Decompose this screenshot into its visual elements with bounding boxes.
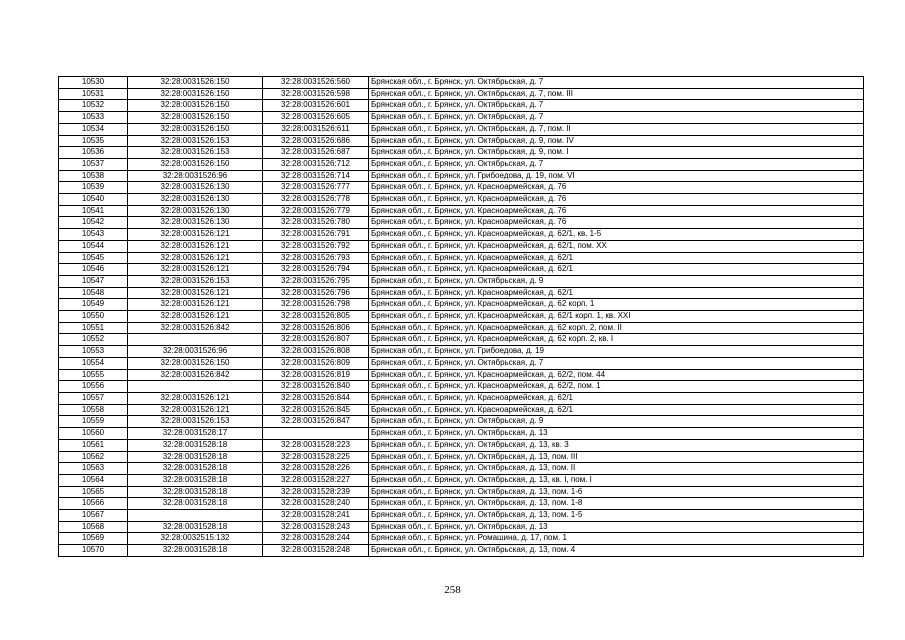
table-row [59,299,864,311]
table-row [59,205,864,217]
parent-cadastral-number-cell: 32:28:0031526:153 [128,147,263,159]
address-cell: Брянская обл., г. Брянск, ул. Октябрьская, д. 7, пом. III [369,88,864,100]
parent-cadastral-number-cell: 32:28:0031526:842 [128,322,263,334]
row-number-cell: 10552 [59,334,128,346]
cadastral-number-cell: 32:28:0031526:840 [263,381,369,393]
address-cell: Брянская обл., г. Брянск, ул. Октябрьская, д. 7 [369,357,864,369]
row-number-cell: 10568 [59,521,128,533]
row-number-cell: 10539 [59,182,128,194]
row-number-cell: 10532 [59,100,128,112]
row-number-cell: 10548 [59,287,128,299]
table-row [59,451,864,463]
table-row [59,287,864,299]
cadastral-number-cell: 32:28:0031526:807 [263,334,369,346]
row-number-cell: 10535 [59,135,128,147]
row-number-cell: 10563 [59,463,128,475]
cadastral-number-cell: 32:28:0031526:793 [263,252,369,264]
address-cell: Брянская обл., г. Брянск, ул. Октябрьская, д. 9 [369,275,864,287]
table-row [59,170,864,182]
address-cell: Брянская обл., г. Брянск, ул. Октябрьская, д. 9, пом. I [369,147,864,159]
parent-cadastral-number-cell: 32:28:0031526:96 [128,170,263,182]
cadastral-number-cell: 32:28:0031528:241 [263,510,369,522]
parent-cadastral-number-cell: 32:28:0031526:130 [128,217,263,229]
row-number-cell: 10561 [59,439,128,451]
row-number-cell: 10547 [59,275,128,287]
parent-cadastral-number-cell: 32:28:0031526:153 [128,275,263,287]
registry-table [58,76,864,557]
row-number-cell: 10531 [59,88,128,100]
cadastral-number-cell: 32:28:0031526:796 [263,287,369,299]
row-number-cell: 10551 [59,322,128,334]
address-cell: Брянская обл., г. Брянск, ул. Октябрьская, д. 13, пом. 4 [369,545,864,557]
table-row [59,521,864,533]
cadastral-number-cell: 32:28:0031526:844 [263,392,369,404]
table-row [59,112,864,124]
table-row [59,264,864,276]
cadastral-number-cell: 32:28:0031526:795 [263,275,369,287]
parent-cadastral-number-cell: 32:28:0031528:18 [128,439,263,451]
address-cell: Брянская обл., г. Брянск, ул. Красноармейская, д. 62/1, пом. XX [369,240,864,252]
table-row [59,229,864,241]
row-number-cell: 10534 [59,123,128,135]
address-cell: Брянская обл., г. Брянск, ул. Октябрьская, д. 7 [369,158,864,170]
parent-cadastral-number-cell [128,381,263,393]
table-row [59,474,864,486]
table-row [59,416,864,428]
table-row [59,100,864,112]
cadastral-number-cell: 32:28:0031528:225 [263,451,369,463]
table-row [59,334,864,346]
address-cell: Брянская обл., г. Брянск, ул. Октябрьская, д. 13, пом. II [369,463,864,475]
parent-cadastral-number-cell: 32:28:0031526:121 [128,252,263,264]
table-row [59,217,864,229]
table-row [59,428,864,440]
cadastral-number-cell: 32:28:0031526:687 [263,147,369,159]
cadastral-number-cell: 32:28:0031528:226 [263,463,369,475]
address-cell: Брянская обл., г. Брянск, ул. Красноармейская, д. 76 [369,182,864,194]
row-number-cell: 10544 [59,240,128,252]
table-row [59,533,864,545]
parent-cadastral-number-cell: 32:28:0031526:150 [128,88,263,100]
table-row [59,439,864,451]
cadastral-number-cell: 32:28:0031526:686 [263,135,369,147]
cadastral-number-cell [263,428,369,440]
row-number-cell: 10562 [59,451,128,463]
address-cell: Брянская обл., г. Брянск, ул. Октябрьская, д. 13, кв. I, пом. I [369,474,864,486]
address-cell: Брянская обл., г. Брянск, ул. Красноармейская, д. 62/1 [369,392,864,404]
parent-cadastral-number-cell: 32:28:0031526:121 [128,240,263,252]
cadastral-number-cell: 32:28:0031528:239 [263,486,369,498]
cadastral-number-cell: 32:28:0031526:780 [263,217,369,229]
parent-cadastral-number-cell: 32:28:0031528:18 [128,474,263,486]
cadastral-number-cell: 32:28:0031528:244 [263,533,369,545]
table-row [59,240,864,252]
cadastral-number-cell: 32:28:0031526:845 [263,404,369,416]
address-cell: Брянская обл., г. Брянск, ул. Октябрьская, д. 7, пом. II [369,123,864,135]
page-number: 258 [444,584,461,596]
address-cell: Брянская обл., г. Брянск, ул. Октябрьская, д. 7 [369,100,864,112]
row-number-cell: 10549 [59,299,128,311]
address-cell: Брянская обл., г. Брянск, ул. Октябрьская, д. 13, пом. III [369,451,864,463]
table-row [59,392,864,404]
address-cell: Брянская обл., г. Брянск, ул. Октябрьская, д. 13, пом. 1-8 [369,498,864,510]
parent-cadastral-number-cell: 32:28:0031528:17 [128,428,263,440]
address-cell: Брянская обл., г. Брянск, ул. Красноармейская, д. 76 [369,217,864,229]
cadastral-number-cell: 32:28:0031526:806 [263,322,369,334]
table-row [59,322,864,334]
cadastral-number-cell: 32:28:0031526:598 [263,88,369,100]
table-row [59,135,864,147]
address-cell: Брянская обл., г. Брянск, ул. Октябрьская, д. 13, пом. 1-5 [369,510,864,522]
parent-cadastral-number-cell [128,510,263,522]
parent-cadastral-number-cell: 32:28:0031526:121 [128,287,263,299]
table-row [59,404,864,416]
table-row [59,486,864,498]
address-cell: Брянская обл., г. Брянск, ул. Ромашина, д. 17, пом. 1 [369,533,864,545]
row-number-cell: 10550 [59,311,128,323]
cadastral-number-cell: 32:28:0031528:248 [263,545,369,557]
row-number-cell: 10556 [59,381,128,393]
row-number-cell: 10541 [59,205,128,217]
row-number-cell: 10537 [59,158,128,170]
address-cell: Брянская обл., г. Брянск, ул. Октябрьская, д. 9 [369,416,864,428]
parent-cadastral-number-cell: 32:28:0031528:18 [128,545,263,557]
parent-cadastral-number-cell [128,334,263,346]
cadastral-number-cell: 32:28:0031526:560 [263,77,369,89]
table-row [59,88,864,100]
cadastral-number-cell: 32:28:0031528:223 [263,439,369,451]
parent-cadastral-number-cell: 32:28:0031526:121 [128,404,263,416]
address-cell: Брянская обл., г. Брянск, ул. Красноармейская, д. 62/2, пом. 44 [369,369,864,381]
address-cell: Брянская обл., г. Брянск, ул. Красноармейская, д. 76 [369,194,864,206]
parent-cadastral-number-cell: 32:28:0031526:130 [128,205,263,217]
parent-cadastral-number-cell: 32:28:0031526:150 [128,112,263,124]
cadastral-number-cell: 32:28:0031526:847 [263,416,369,428]
row-number-cell: 10540 [59,194,128,206]
row-number-cell: 10530 [59,77,128,89]
parent-cadastral-number-cell: 32:28:0031528:18 [128,498,263,510]
address-cell: Брянская обл., г. Брянск, ул. Октябрьская, д. 13 [369,521,864,533]
row-number-cell: 10542 [59,217,128,229]
cadastral-number-cell: 32:28:0031526:714 [263,170,369,182]
cadastral-number-cell: 32:28:0031526:798 [263,299,369,311]
row-number-cell: 10567 [59,510,128,522]
table-row [59,123,864,135]
address-cell: Брянская обл., г. Брянск, ул. Грибоедова, д. 19, пом. VI [369,170,864,182]
parent-cadastral-number-cell: 32:28:0031526:150 [128,357,263,369]
row-number-cell: 10546 [59,264,128,276]
row-number-cell: 10536 [59,147,128,159]
row-number-cell: 10564 [59,474,128,486]
address-cell: Брянская обл., г. Брянск, ул. Красноармейская, д. 62/1 [369,404,864,416]
cadastral-number-cell: 32:28:0031526:611 [263,123,369,135]
row-number-cell: 10533 [59,112,128,124]
table-row [59,158,864,170]
row-number-cell: 10555 [59,369,128,381]
address-cell: Брянская обл., г. Брянск, ул. Октябрьская, д. 7 [369,77,864,89]
row-number-cell: 10553 [59,346,128,358]
parent-cadastral-number-cell: 32:28:0031526:150 [128,158,263,170]
parent-cadastral-number-cell: 32:28:0031526:121 [128,229,263,241]
cadastral-number-cell: 32:28:0031528:240 [263,498,369,510]
parent-cadastral-number-cell: 32:28:0031528:18 [128,451,263,463]
address-cell: Брянская обл., г. Брянск, ул. Красноармейская, д. 76 [369,205,864,217]
parent-cadastral-number-cell: 32:28:0031526:121 [128,311,263,323]
parent-cadastral-number-cell: 32:28:0031526:121 [128,264,263,276]
row-number-cell: 10565 [59,486,128,498]
parent-cadastral-number-cell: 32:28:0031526:153 [128,416,263,428]
row-number-cell: 10543 [59,229,128,241]
row-number-cell: 10559 [59,416,128,428]
address-cell: Брянская обл., г. Брянск, ул. Октябрьская, д. 13, пом. 1-6 [369,486,864,498]
parent-cadastral-number-cell: 32:28:0031526:150 [128,77,263,89]
table-row [59,510,864,522]
address-cell: Брянская обл., г. Брянск, ул. Красноармейская, д. 62/1 [369,264,864,276]
table-row [59,463,864,475]
table-row [59,545,864,557]
row-number-cell: 10545 [59,252,128,264]
cadastral-number-cell: 32:28:0031526:805 [263,311,369,323]
cadastral-number-cell: 32:28:0031526:778 [263,194,369,206]
table-row [59,194,864,206]
table-row [59,369,864,381]
cadastral-number-cell: 32:28:0031528:243 [263,521,369,533]
cadastral-number-cell: 32:28:0031526:777 [263,182,369,194]
address-cell: Брянская обл., г. Брянск, ул. Красноармейская, д. 62/2, пом. 1 [369,381,864,393]
parent-cadastral-number-cell: 32:28:0031528:18 [128,463,263,475]
parent-cadastral-number-cell: 32:28:0031526:153 [128,135,263,147]
table-row [59,182,864,194]
row-number-cell: 10566 [59,498,128,510]
parent-cadastral-number-cell: 32:28:0031526:150 [128,100,263,112]
cadastral-number-cell: 32:28:0031526:791 [263,229,369,241]
cadastral-number-cell: 32:28:0031526:601 [263,100,369,112]
parent-cadastral-number-cell: 32:28:0032515:132 [128,533,263,545]
parent-cadastral-number-cell: 32:28:0031526:130 [128,182,263,194]
address-cell: Брянская обл., г. Брянск, ул. Красноармейская, д. 62 корп. 2, пом. II [369,322,864,334]
registry-table-body [59,77,864,557]
table-row [59,381,864,393]
parent-cadastral-number-cell: 32:28:0031526:121 [128,392,263,404]
parent-cadastral-number-cell: 32:28:0031526:130 [128,194,263,206]
address-cell: Брянская обл., г. Брянск, ул. Красноармейская, д. 62/1 [369,287,864,299]
row-number-cell: 10560 [59,428,128,440]
address-cell: Брянская обл., г. Брянск, ул. Красноармейская, д. 62/1, кв. 1-5 [369,229,864,241]
table-row [59,252,864,264]
cadastral-number-cell: 32:28:0031526:605 [263,112,369,124]
cadastral-number-cell: 32:28:0031526:808 [263,346,369,358]
table-row [59,346,864,358]
table-row [59,275,864,287]
table-row [59,77,864,89]
row-number-cell: 10570 [59,545,128,557]
row-number-cell: 10569 [59,533,128,545]
table-row [59,311,864,323]
row-number-cell: 10557 [59,392,128,404]
address-cell: Брянская обл., г. Брянск, ул. Красноармейская, д. 62/1 корп. 1, кв. XXI [369,311,864,323]
address-cell: Брянская обл., г. Брянск, ул. Октябрьская, д. 9, пом. IV [369,135,864,147]
address-cell: Брянская обл., г. Брянск, ул. Грибоедова, д. 19 [369,346,864,358]
parent-cadastral-number-cell: 32:28:0031526:96 [128,346,263,358]
table-row [59,498,864,510]
parent-cadastral-number-cell: 32:28:0031528:18 [128,486,263,498]
cadastral-number-cell: 32:28:0031526:792 [263,240,369,252]
parent-cadastral-number-cell: 32:28:0031526:150 [128,123,263,135]
cadastral-number-cell: 32:28:0031526:819 [263,369,369,381]
row-number-cell: 10558 [59,404,128,416]
parent-cadastral-number-cell: 32:28:0031526:842 [128,369,263,381]
address-cell: Брянская обл., г. Брянск, ул. Октябрьская, д. 13, кв. 3 [369,439,864,451]
table-row [59,147,864,159]
cadastral-number-cell: 32:28:0031526:809 [263,357,369,369]
address-cell: Брянская обл., г. Брянск, ул. Октябрьская, д. 13 [369,428,864,440]
parent-cadastral-number-cell: 32:28:0031528:18 [128,521,263,533]
row-number-cell: 10538 [59,170,128,182]
cadastral-number-cell: 32:28:0031528:227 [263,474,369,486]
address-cell: Брянская обл., г. Брянск, ул. Октябрьская, д. 7 [369,112,864,124]
address-cell: Брянская обл., г. Брянск, ул. Красноармейская, д. 62 корп. 1 [369,299,864,311]
address-cell: Брянская обл., г. Брянск, ул. Красноармейская, д. 62 корп. 2, кв. I [369,334,864,346]
cadastral-number-cell: 32:28:0031526:794 [263,264,369,276]
cadastral-number-cell: 32:28:0031526:712 [263,158,369,170]
table-row [59,357,864,369]
cadastral-number-cell: 32:28:0031526:779 [263,205,369,217]
parent-cadastral-number-cell: 32:28:0031526:121 [128,299,263,311]
address-cell: Брянская обл., г. Брянск, ул. Красноармейская, д. 62/1 [369,252,864,264]
row-number-cell: 10554 [59,357,128,369]
